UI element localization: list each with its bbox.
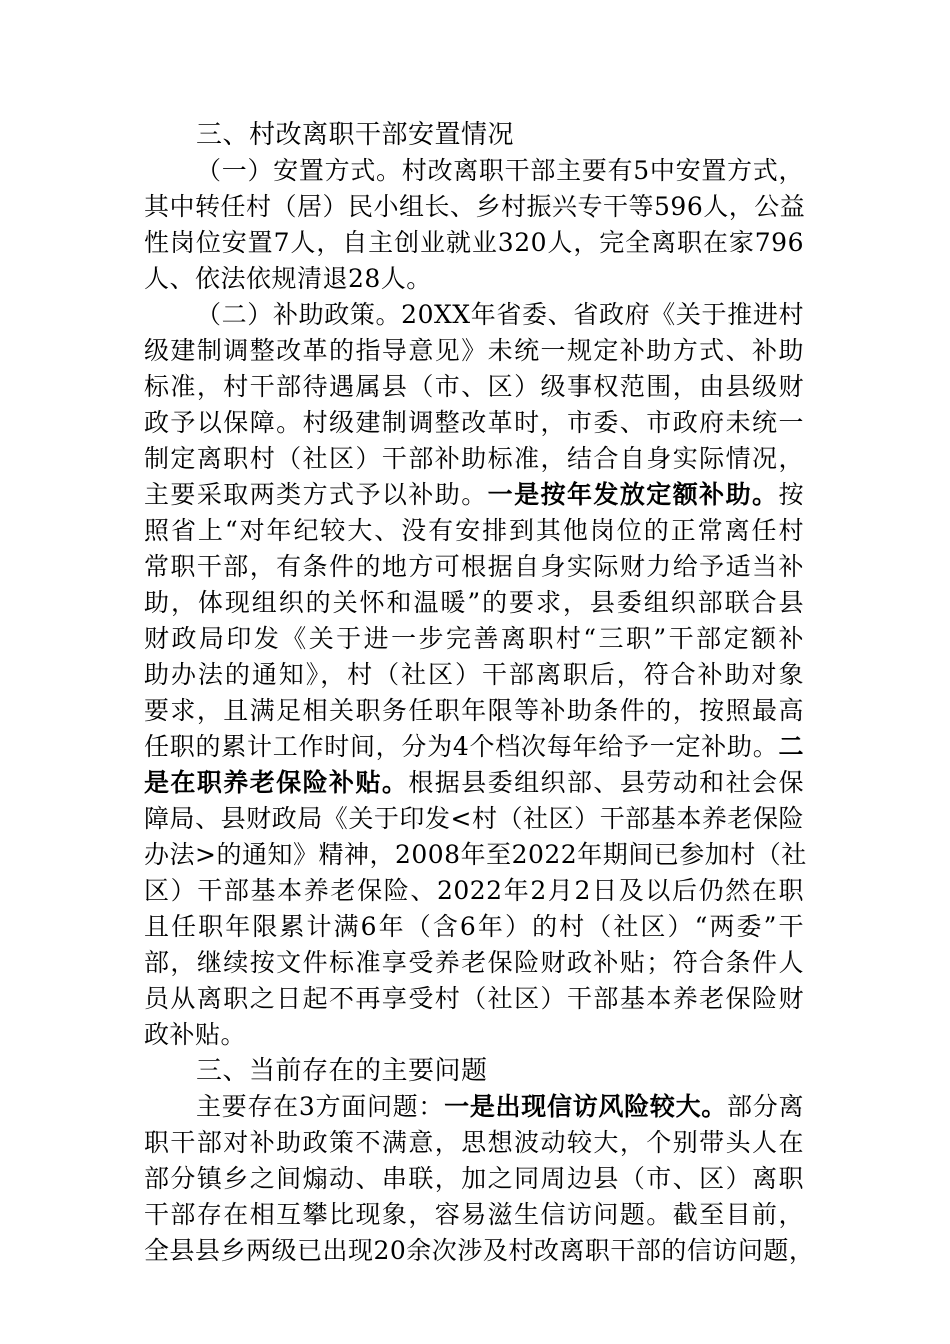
- line-text: 部分离: [727, 1092, 804, 1121]
- paragraph-line: 政予以保障。村级建制调整改革时，市委、市政府未统一: [144, 408, 804, 437]
- paragraph-line: 员从离职之日起不再享受村（社区）干部基本养老保险财: [144, 984, 804, 1013]
- paragraph-line: 性岗位安置7人，自主创业就业320人，完全离职在家796: [144, 228, 804, 257]
- paragraph-line: 级建制调整改革的指导意见》未统一规定补助方式、补助: [144, 336, 804, 365]
- paragraph-line: 标准，村干部待遇属县（市、区）级事权范围，由县级财: [144, 372, 804, 401]
- paragraph-line: 干部存在相互攀比现象，容易滋生信访问题。截至目前，: [144, 1200, 804, 1229]
- paragraph-line: 且任职年限累计满6年（含6年）的村（社区）“两委”干: [144, 912, 805, 941]
- paragraph-line: 制定离职村（社区）干部补助标准，结合自身实际情况，: [144, 444, 804, 473]
- paragraph-line: 常职干部，有条件的地方可根据自身实际财力给予适当补: [144, 552, 804, 581]
- paragraph-line: 部，继续按文件标准享受养老保险财政补贴；符合条件人: [144, 948, 804, 977]
- paragraph-line: 助，体现组织的关怀和温暖”的要求，县委组织部联合县: [144, 588, 804, 617]
- section-heading: 三、村改离职干部安置情况: [196, 120, 515, 150]
- paragraph-line: 障局、县财政局《关于印发<村（社区）干部基本养老保险: [144, 804, 804, 833]
- paragraph-line: （一）安置方式。村改离职干部主要有5中安置方式，: [196, 156, 804, 185]
- paragraph-line: 办法>的通知》精神，2008年至2022年期间已参加村（社: [144, 840, 807, 869]
- paragraph-line: 区）干部基本养老保险、2022年2月2日及以后仍然在职: [144, 876, 804, 905]
- paragraph-line: 部分镇乡之间煽动、串联，加之同周边县（市、区）离职: [144, 1164, 804, 1193]
- paragraph-line: 要求，且满足相关职务任职年限等补助条件的，按照最高: [144, 696, 804, 725]
- line-text: 主要存在3方面问题：: [196, 1092, 445, 1121]
- paragraph-line: [144, 729, 804, 765]
- paragraph-line: 财政局印发《关于进一步完善离职村“三职”干部定额补: [144, 624, 804, 653]
- bold-emphasis: 一是按年发放定额补助。: [487, 480, 779, 509]
- bold-emphasis: 一是出现信访风险较大。: [444, 1092, 728, 1121]
- paragraph-line: [196, 1089, 804, 1125]
- bold-emphasis: 二: [778, 732, 804, 761]
- section-heading: 三、当前存在的主要问题: [196, 1056, 488, 1086]
- paragraph-line: （二）补助政策。20XX年省委、省政府《关于推进村: [196, 300, 804, 329]
- paragraph-line: 职干部对补助政策不满意，思想波动较大，个别带头人在: [144, 1128, 804, 1157]
- paragraph-line: [144, 477, 804, 513]
- paragraph-line: 其中转任村（居）民小组长、乡村振兴专干等596人，公益: [144, 192, 806, 221]
- paragraph-line: 助办法的通知》，村（社区）干部离职后，符合补助对象: [144, 660, 804, 689]
- line-text: 按: [778, 480, 804, 509]
- line-text: 根据县委组织部、县劳动和社会保: [408, 768, 804, 797]
- paragraph-line: [144, 765, 804, 801]
- line-text: 任职的累计工作时间，分为4个档次每年给予一定补助。: [144, 732, 779, 761]
- paragraph-line: 人、依法依规清退28人。: [144, 264, 432, 293]
- bold-emphasis: 是在职养老保险补贴。: [144, 768, 409, 797]
- line-text: 主要采取两类方式予以补助。: [144, 480, 488, 509]
- paragraph-line: 全县县乡两级已出现20余次涉及村改离职干部的信访问题，: [144, 1236, 815, 1265]
- paragraph-line: 政补贴。: [144, 1020, 247, 1049]
- paragraph-line: 照省上“对年纪较大、没有安排到其他岗位的正常离任村: [144, 516, 804, 545]
